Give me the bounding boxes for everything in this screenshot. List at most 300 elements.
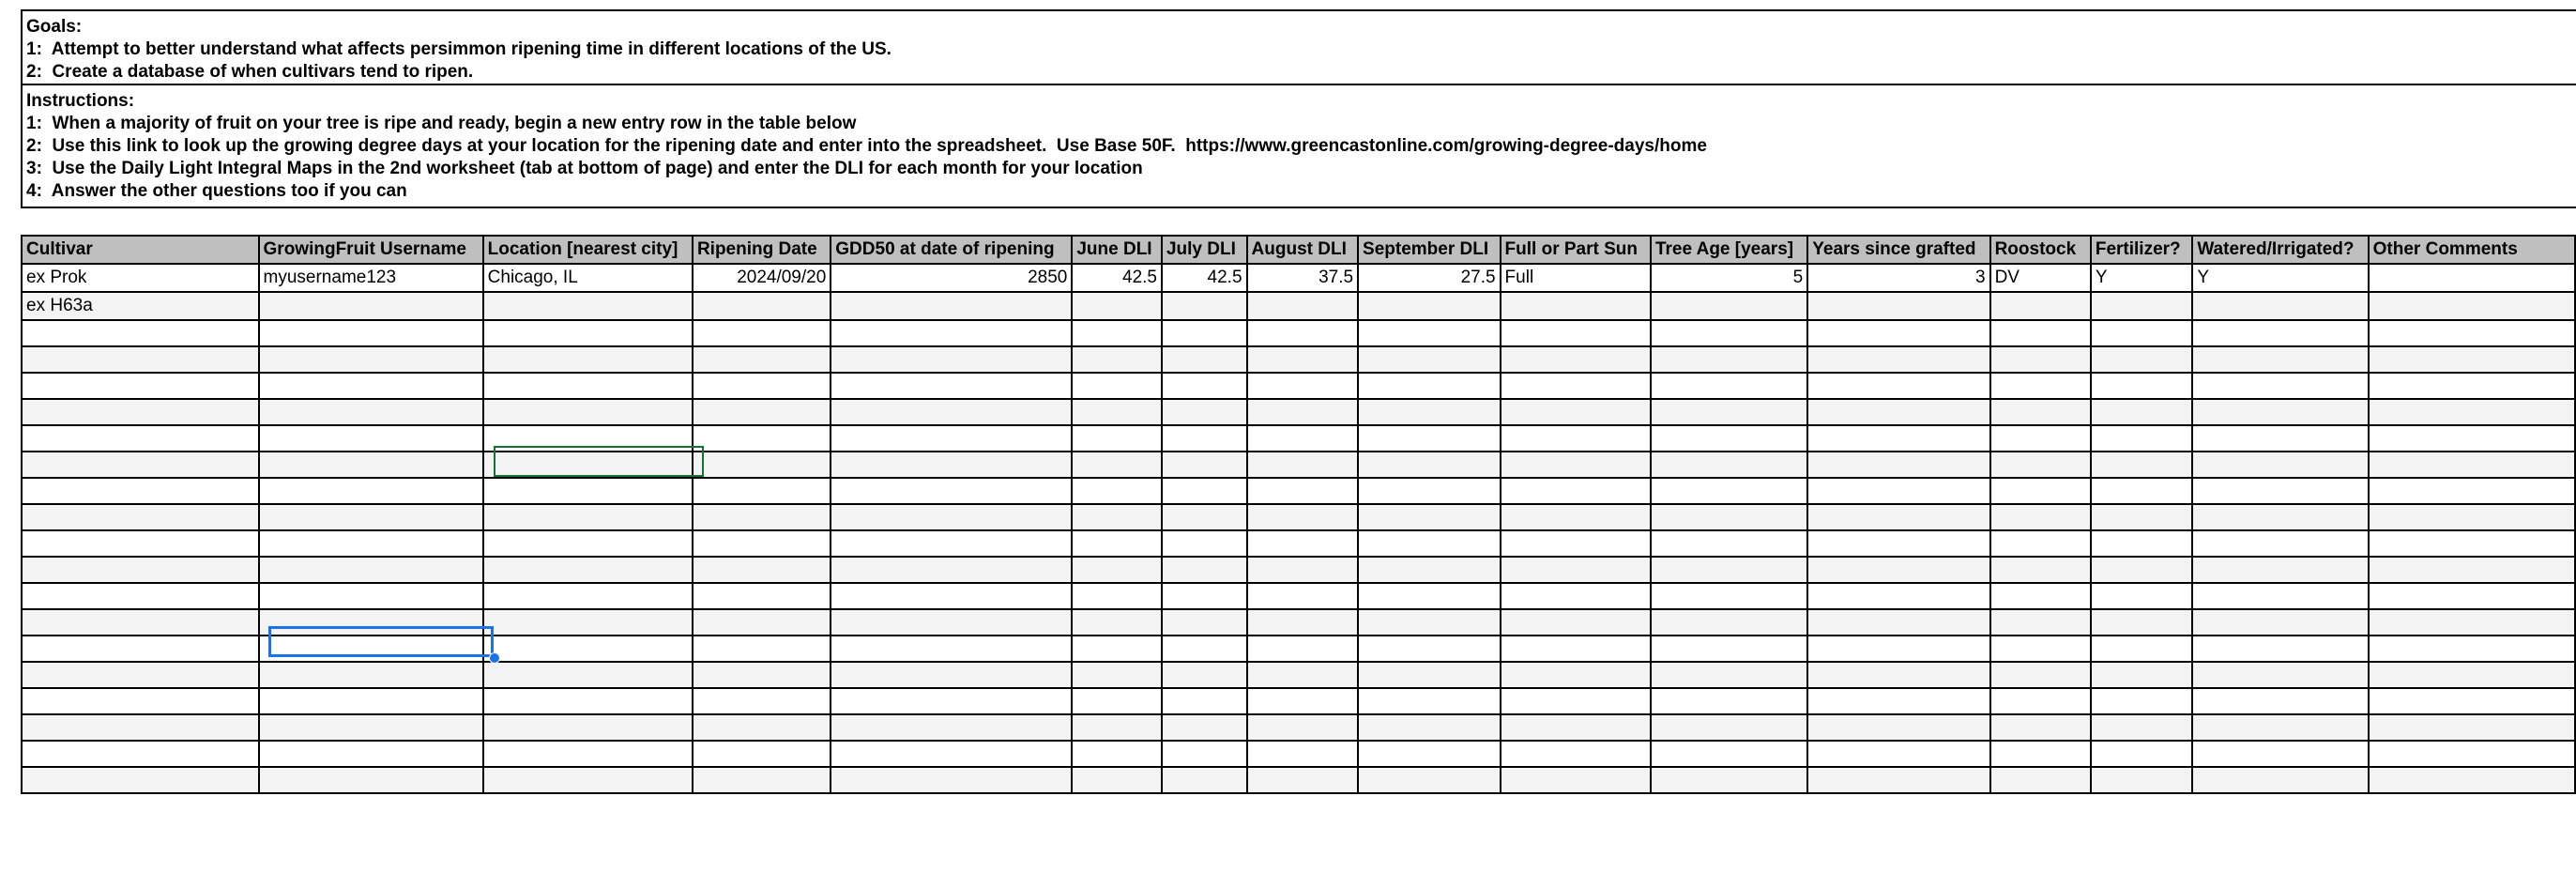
cell[interactable] — [1072, 688, 1162, 714]
cell[interactable] — [1501, 478, 1651, 504]
cell[interactable] — [693, 373, 831, 399]
cell[interactable] — [2369, 688, 2575, 714]
cell[interactable] — [1651, 425, 1807, 452]
cell[interactable] — [483, 714, 693, 741]
cell[interactable]: 37.5 — [1247, 264, 1359, 292]
cell[interactable] — [259, 292, 483, 320]
cell[interactable] — [22, 320, 259, 346]
cell[interactable] — [2369, 662, 2575, 688]
cell[interactable] — [2091, 320, 2192, 346]
cell[interactable] — [1162, 478, 1247, 504]
cell[interactable] — [1807, 583, 1989, 609]
cell[interactable] — [22, 452, 259, 478]
cell[interactable] — [1501, 714, 1651, 741]
cell[interactable] — [1651, 688, 1807, 714]
cell[interactable] — [2091, 452, 2192, 478]
cell[interactable] — [2091, 557, 2192, 583]
cell[interactable] — [22, 662, 259, 688]
cell[interactable] — [1162, 688, 1247, 714]
cell[interactable] — [483, 609, 693, 636]
cell[interactable] — [22, 714, 259, 741]
cell[interactable] — [1807, 425, 1989, 452]
cell[interactable] — [1162, 609, 1247, 636]
cell[interactable] — [259, 741, 483, 767]
cell[interactable] — [2369, 292, 2575, 320]
cell[interactable] — [483, 346, 693, 373]
cell[interactable] — [1807, 478, 1989, 504]
cell[interactable] — [1651, 741, 1807, 767]
cell[interactable] — [483, 688, 693, 714]
cell[interactable] — [1807, 557, 1989, 583]
cell[interactable] — [2091, 292, 2192, 320]
cell[interactable] — [1990, 373, 2091, 399]
cell[interactable] — [22, 530, 259, 557]
cell[interactable] — [1162, 636, 1247, 662]
cell[interactable] — [483, 741, 693, 767]
cell[interactable] — [1501, 373, 1651, 399]
cell[interactable] — [1358, 767, 1501, 793]
cell[interactable] — [1162, 425, 1247, 452]
cell[interactable] — [2091, 478, 2192, 504]
cell[interactable] — [1162, 452, 1247, 478]
cell[interactable] — [2369, 636, 2575, 662]
cell[interactable] — [693, 504, 831, 530]
cell[interactable] — [1162, 530, 1247, 557]
cell[interactable] — [1072, 530, 1162, 557]
cell[interactable] — [1072, 373, 1162, 399]
column-header[interactable]: June DLI — [1072, 236, 1162, 264]
cell[interactable] — [1162, 346, 1247, 373]
cell[interactable] — [831, 583, 1072, 609]
cell[interactable] — [1072, 452, 1162, 478]
cell[interactable]: 27.5 — [1358, 264, 1501, 292]
cell[interactable] — [1162, 399, 1247, 425]
cell[interactable] — [2192, 452, 2368, 478]
cell[interactable] — [1990, 452, 2091, 478]
cell[interactable] — [1247, 373, 1359, 399]
cell[interactable] — [693, 662, 831, 688]
cell[interactable] — [1651, 292, 1807, 320]
cell[interactable]: Y — [2091, 264, 2192, 292]
cell[interactable] — [259, 688, 483, 714]
column-header[interactable]: GDD50 at date of ripening — [831, 236, 1072, 264]
cell[interactable] — [1162, 714, 1247, 741]
cell[interactable] — [1358, 399, 1501, 425]
cell[interactable] — [1358, 583, 1501, 609]
cell[interactable] — [1651, 478, 1807, 504]
cell[interactable] — [1807, 452, 1989, 478]
cell[interactable] — [1501, 609, 1651, 636]
cell[interactable] — [1990, 557, 2091, 583]
cell[interactable] — [831, 557, 1072, 583]
cell[interactable] — [1358, 452, 1501, 478]
cell[interactable] — [2369, 583, 2575, 609]
cell[interactable] — [1990, 320, 2091, 346]
cell[interactable] — [2192, 767, 2368, 793]
cell[interactable] — [1072, 425, 1162, 452]
cell[interactable] — [1358, 373, 1501, 399]
cell[interactable] — [1807, 504, 1989, 530]
cell[interactable] — [1247, 346, 1359, 373]
cell[interactable] — [2369, 425, 2575, 452]
cell[interactable] — [693, 688, 831, 714]
cell[interactable] — [2369, 504, 2575, 530]
cell[interactable]: 2850 — [831, 264, 1072, 292]
cell[interactable] — [1990, 425, 2091, 452]
cell[interactable] — [1501, 557, 1651, 583]
cell[interactable] — [2091, 609, 2192, 636]
cell[interactable] — [1501, 504, 1651, 530]
cell[interactable] — [831, 292, 1072, 320]
cell[interactable] — [483, 636, 693, 662]
cell[interactable] — [483, 662, 693, 688]
cell[interactable] — [1501, 530, 1651, 557]
cell[interactable] — [1990, 609, 2091, 636]
cell[interactable] — [1651, 399, 1807, 425]
cell[interactable] — [1247, 688, 1359, 714]
cell[interactable]: DV — [1990, 264, 2091, 292]
cell[interactable] — [1162, 583, 1247, 609]
cell[interactable] — [831, 346, 1072, 373]
cell[interactable] — [22, 425, 259, 452]
cell[interactable] — [831, 662, 1072, 688]
cell[interactable] — [2192, 662, 2368, 688]
cell[interactable] — [1358, 557, 1501, 583]
cell[interactable] — [2091, 583, 2192, 609]
cell[interactable] — [1247, 662, 1359, 688]
cell[interactable] — [22, 504, 259, 530]
cell[interactable] — [1651, 557, 1807, 583]
cell[interactable] — [22, 373, 259, 399]
column-header[interactable]: Fertilizer? — [2091, 236, 2192, 264]
cell[interactable] — [2091, 688, 2192, 714]
cell[interactable] — [693, 478, 831, 504]
cell[interactable] — [1358, 320, 1501, 346]
cell[interactable] — [259, 583, 483, 609]
cell[interactable] — [1501, 688, 1651, 714]
cell[interactable] — [1247, 425, 1359, 452]
cell[interactable] — [2091, 425, 2192, 452]
cell[interactable] — [1501, 767, 1651, 793]
cell[interactable] — [1651, 346, 1807, 373]
cell[interactable] — [1162, 767, 1247, 793]
cell[interactable] — [1651, 636, 1807, 662]
cell[interactable] — [1501, 452, 1651, 478]
cell[interactable] — [2091, 636, 2192, 662]
cell[interactable] — [1651, 662, 1807, 688]
cell[interactable] — [1072, 583, 1162, 609]
cell[interactable] — [1358, 425, 1501, 452]
cell[interactable] — [483, 767, 693, 793]
cell[interactable] — [22, 741, 259, 767]
cell[interactable] — [1807, 530, 1989, 557]
cell[interactable] — [1807, 636, 1989, 662]
cell[interactable] — [1072, 478, 1162, 504]
cell[interactable] — [22, 557, 259, 583]
cell[interactable] — [1990, 346, 2091, 373]
cell[interactable] — [1651, 609, 1807, 636]
cell[interactable] — [831, 399, 1072, 425]
cell[interactable] — [831, 425, 1072, 452]
cell[interactable] — [259, 714, 483, 741]
cell[interactable] — [2369, 741, 2575, 767]
cell[interactable] — [1501, 662, 1651, 688]
cell[interactable] — [259, 530, 483, 557]
cell[interactable] — [483, 320, 693, 346]
cell[interactable] — [22, 478, 259, 504]
cell[interactable] — [693, 425, 831, 452]
instructions-block[interactable] — [21, 84, 2576, 208]
cell[interactable] — [1501, 399, 1651, 425]
cell[interactable] — [1651, 320, 1807, 346]
cell[interactable] — [259, 425, 483, 452]
goals-block[interactable] — [21, 9, 2576, 85]
cell[interactable] — [1072, 399, 1162, 425]
cell[interactable] — [693, 346, 831, 373]
cell[interactable] — [831, 320, 1072, 346]
cell[interactable] — [2369, 452, 2575, 478]
cell[interactable] — [2091, 741, 2192, 767]
column-header[interactable]: Roostock — [1990, 236, 2091, 264]
cell[interactable] — [1990, 504, 2091, 530]
cell[interactable] — [22, 609, 259, 636]
cell[interactable] — [831, 714, 1072, 741]
cell[interactable] — [1162, 292, 1247, 320]
cell[interactable] — [1072, 662, 1162, 688]
cell[interactable]: 5 — [1651, 264, 1807, 292]
cell[interactable]: 3 — [1807, 264, 1989, 292]
cell[interactable] — [693, 583, 831, 609]
cell[interactable] — [693, 292, 831, 320]
cell[interactable] — [1651, 583, 1807, 609]
cell[interactable] — [1247, 320, 1359, 346]
cell[interactable] — [2369, 557, 2575, 583]
cell[interactable] — [2091, 504, 2192, 530]
cell[interactable] — [1807, 609, 1989, 636]
cell[interactable]: 42.5 — [1072, 264, 1162, 292]
cell[interactable] — [1358, 478, 1501, 504]
cell[interactable] — [1651, 373, 1807, 399]
cell[interactable] — [1072, 609, 1162, 636]
cell[interactable] — [1501, 636, 1651, 662]
cell[interactable] — [1807, 292, 1989, 320]
cell[interactable] — [693, 320, 831, 346]
cell[interactable] — [2091, 346, 2192, 373]
cell[interactable] — [2192, 320, 2368, 346]
cell[interactable] — [693, 609, 831, 636]
cell[interactable] — [483, 530, 693, 557]
cell[interactable] — [2091, 399, 2192, 425]
cell[interactable] — [259, 662, 483, 688]
cell[interactable] — [1072, 636, 1162, 662]
cell[interactable] — [1807, 399, 1989, 425]
cell[interactable] — [831, 478, 1072, 504]
cell[interactable] — [1247, 557, 1359, 583]
cell[interactable] — [1501, 346, 1651, 373]
cell[interactable] — [2091, 767, 2192, 793]
cell[interactable] — [22, 636, 259, 662]
cell[interactable] — [1651, 767, 1807, 793]
cell[interactable] — [1072, 320, 1162, 346]
cell[interactable] — [1247, 636, 1359, 662]
cell[interactable] — [483, 583, 693, 609]
cell[interactable] — [1990, 741, 2091, 767]
cell[interactable] — [2192, 346, 2368, 373]
column-header[interactable]: Years since grafted — [1807, 236, 1989, 264]
cell[interactable] — [1651, 504, 1807, 530]
cell[interactable] — [1807, 688, 1989, 714]
cell[interactable] — [831, 504, 1072, 530]
cell[interactable] — [1162, 320, 1247, 346]
cell[interactable] — [2192, 292, 2368, 320]
cell[interactable] — [1358, 662, 1501, 688]
cell[interactable] — [483, 557, 693, 583]
cell[interactable] — [2369, 767, 2575, 793]
cell[interactable] — [2369, 714, 2575, 741]
cell[interactable] — [1072, 504, 1162, 530]
cell[interactable] — [22, 688, 259, 714]
cell[interactable] — [1072, 741, 1162, 767]
cell[interactable] — [1072, 557, 1162, 583]
column-header[interactable]: July DLI — [1162, 236, 1247, 264]
cell[interactable] — [22, 583, 259, 609]
column-header[interactable]: Full or Part Sun — [1501, 236, 1651, 264]
cell[interactable] — [1247, 609, 1359, 636]
cell[interactable] — [259, 557, 483, 583]
cell[interactable] — [1162, 504, 1247, 530]
cell[interactable] — [1501, 425, 1651, 452]
cell[interactable] — [1990, 399, 2091, 425]
cell[interactable] — [1651, 714, 1807, 741]
cell[interactable] — [1990, 662, 2091, 688]
cell[interactable] — [1501, 583, 1651, 609]
cell[interactable] — [1358, 346, 1501, 373]
cell[interactable] — [2369, 373, 2575, 399]
cell[interactable] — [1247, 452, 1359, 478]
cell[interactable] — [1247, 767, 1359, 793]
cell[interactable] — [22, 346, 259, 373]
cell[interactable] — [1358, 714, 1501, 741]
cell[interactable] — [1990, 767, 2091, 793]
cell[interactable] — [259, 478, 483, 504]
cell[interactable] — [1072, 292, 1162, 320]
cell[interactable] — [2192, 530, 2368, 557]
cell[interactable] — [1358, 741, 1501, 767]
cell[interactable] — [2192, 373, 2368, 399]
cell[interactable] — [1807, 662, 1989, 688]
cell[interactable] — [1162, 662, 1247, 688]
cell[interactable] — [2192, 478, 2368, 504]
cell[interactable] — [483, 292, 693, 320]
cell[interactable] — [2091, 662, 2192, 688]
column-header[interactable]: Tree Age [years] — [1651, 236, 1807, 264]
cell[interactable] — [1990, 688, 2091, 714]
cell[interactable] — [1990, 292, 2091, 320]
cell[interactable] — [1162, 373, 1247, 399]
cell[interactable]: myusername123 — [259, 264, 483, 292]
cell[interactable] — [483, 373, 693, 399]
cell[interactable] — [1072, 346, 1162, 373]
cell[interactable] — [2192, 557, 2368, 583]
cell[interactable] — [1807, 346, 1989, 373]
cell[interactable] — [22, 767, 259, 793]
cell[interactable] — [2369, 346, 2575, 373]
cell[interactable] — [693, 557, 831, 583]
cell[interactable] — [831, 452, 1072, 478]
cell[interactable] — [1358, 636, 1501, 662]
cell[interactable] — [831, 609, 1072, 636]
cell[interactable] — [1358, 504, 1501, 530]
cell[interactable] — [2192, 504, 2368, 530]
cell[interactable] — [1358, 609, 1501, 636]
cell[interactable]: Chicago, IL — [483, 264, 693, 292]
column-header[interactable]: GrowingFruit Username — [259, 236, 483, 264]
cell[interactable] — [1990, 530, 2091, 557]
cell[interactable] — [693, 399, 831, 425]
cell[interactable]: 2024/09/20 — [693, 264, 831, 292]
cell[interactable] — [2369, 399, 2575, 425]
cell[interactable] — [1501, 741, 1651, 767]
cell[interactable] — [1358, 530, 1501, 557]
cell[interactable] — [259, 373, 483, 399]
cell[interactable] — [259, 320, 483, 346]
cell[interactable] — [2192, 399, 2368, 425]
cell[interactable] — [1990, 636, 2091, 662]
column-header[interactable]: Other Comments — [2369, 236, 2575, 264]
cell[interactable] — [2192, 688, 2368, 714]
cell[interactable] — [483, 478, 693, 504]
cell[interactable] — [1807, 741, 1989, 767]
cell[interactable] — [1358, 688, 1501, 714]
cell[interactable] — [2192, 425, 2368, 452]
cell[interactable]: ex H63a — [22, 292, 259, 320]
cell[interactable] — [259, 346, 483, 373]
cell[interactable] — [2369, 320, 2575, 346]
cell[interactable] — [2192, 741, 2368, 767]
cell[interactable] — [831, 530, 1072, 557]
cell[interactable] — [483, 399, 693, 425]
cell[interactable] — [1358, 292, 1501, 320]
cell[interactable] — [1162, 557, 1247, 583]
cell[interactable] — [1651, 452, 1807, 478]
cell[interactable] — [693, 636, 831, 662]
cell[interactable] — [259, 399, 483, 425]
cell[interactable] — [2192, 609, 2368, 636]
cell[interactable] — [1990, 714, 2091, 741]
cell[interactable] — [2369, 478, 2575, 504]
cell[interactable] — [693, 767, 831, 793]
cell[interactable] — [1247, 530, 1359, 557]
cell[interactable]: Y — [2192, 264, 2368, 292]
cell[interactable] — [22, 399, 259, 425]
cell[interactable] — [1247, 399, 1359, 425]
cell[interactable] — [693, 530, 831, 557]
cell[interactable] — [831, 373, 1072, 399]
fill-handle[interactable] — [489, 652, 500, 664]
cell[interactable] — [2192, 583, 2368, 609]
cell[interactable] — [1651, 530, 1807, 557]
cell[interactable] — [2369, 264, 2575, 292]
cell[interactable] — [1162, 741, 1247, 767]
cell[interactable]: ex Prok — [22, 264, 259, 292]
cell[interactable] — [2091, 530, 2192, 557]
cell[interactable] — [1247, 583, 1359, 609]
cell[interactable] — [2369, 530, 2575, 557]
cell[interactable] — [1247, 478, 1359, 504]
cell[interactable] — [693, 452, 831, 478]
cell[interactable] — [831, 688, 1072, 714]
cell[interactable] — [1247, 741, 1359, 767]
